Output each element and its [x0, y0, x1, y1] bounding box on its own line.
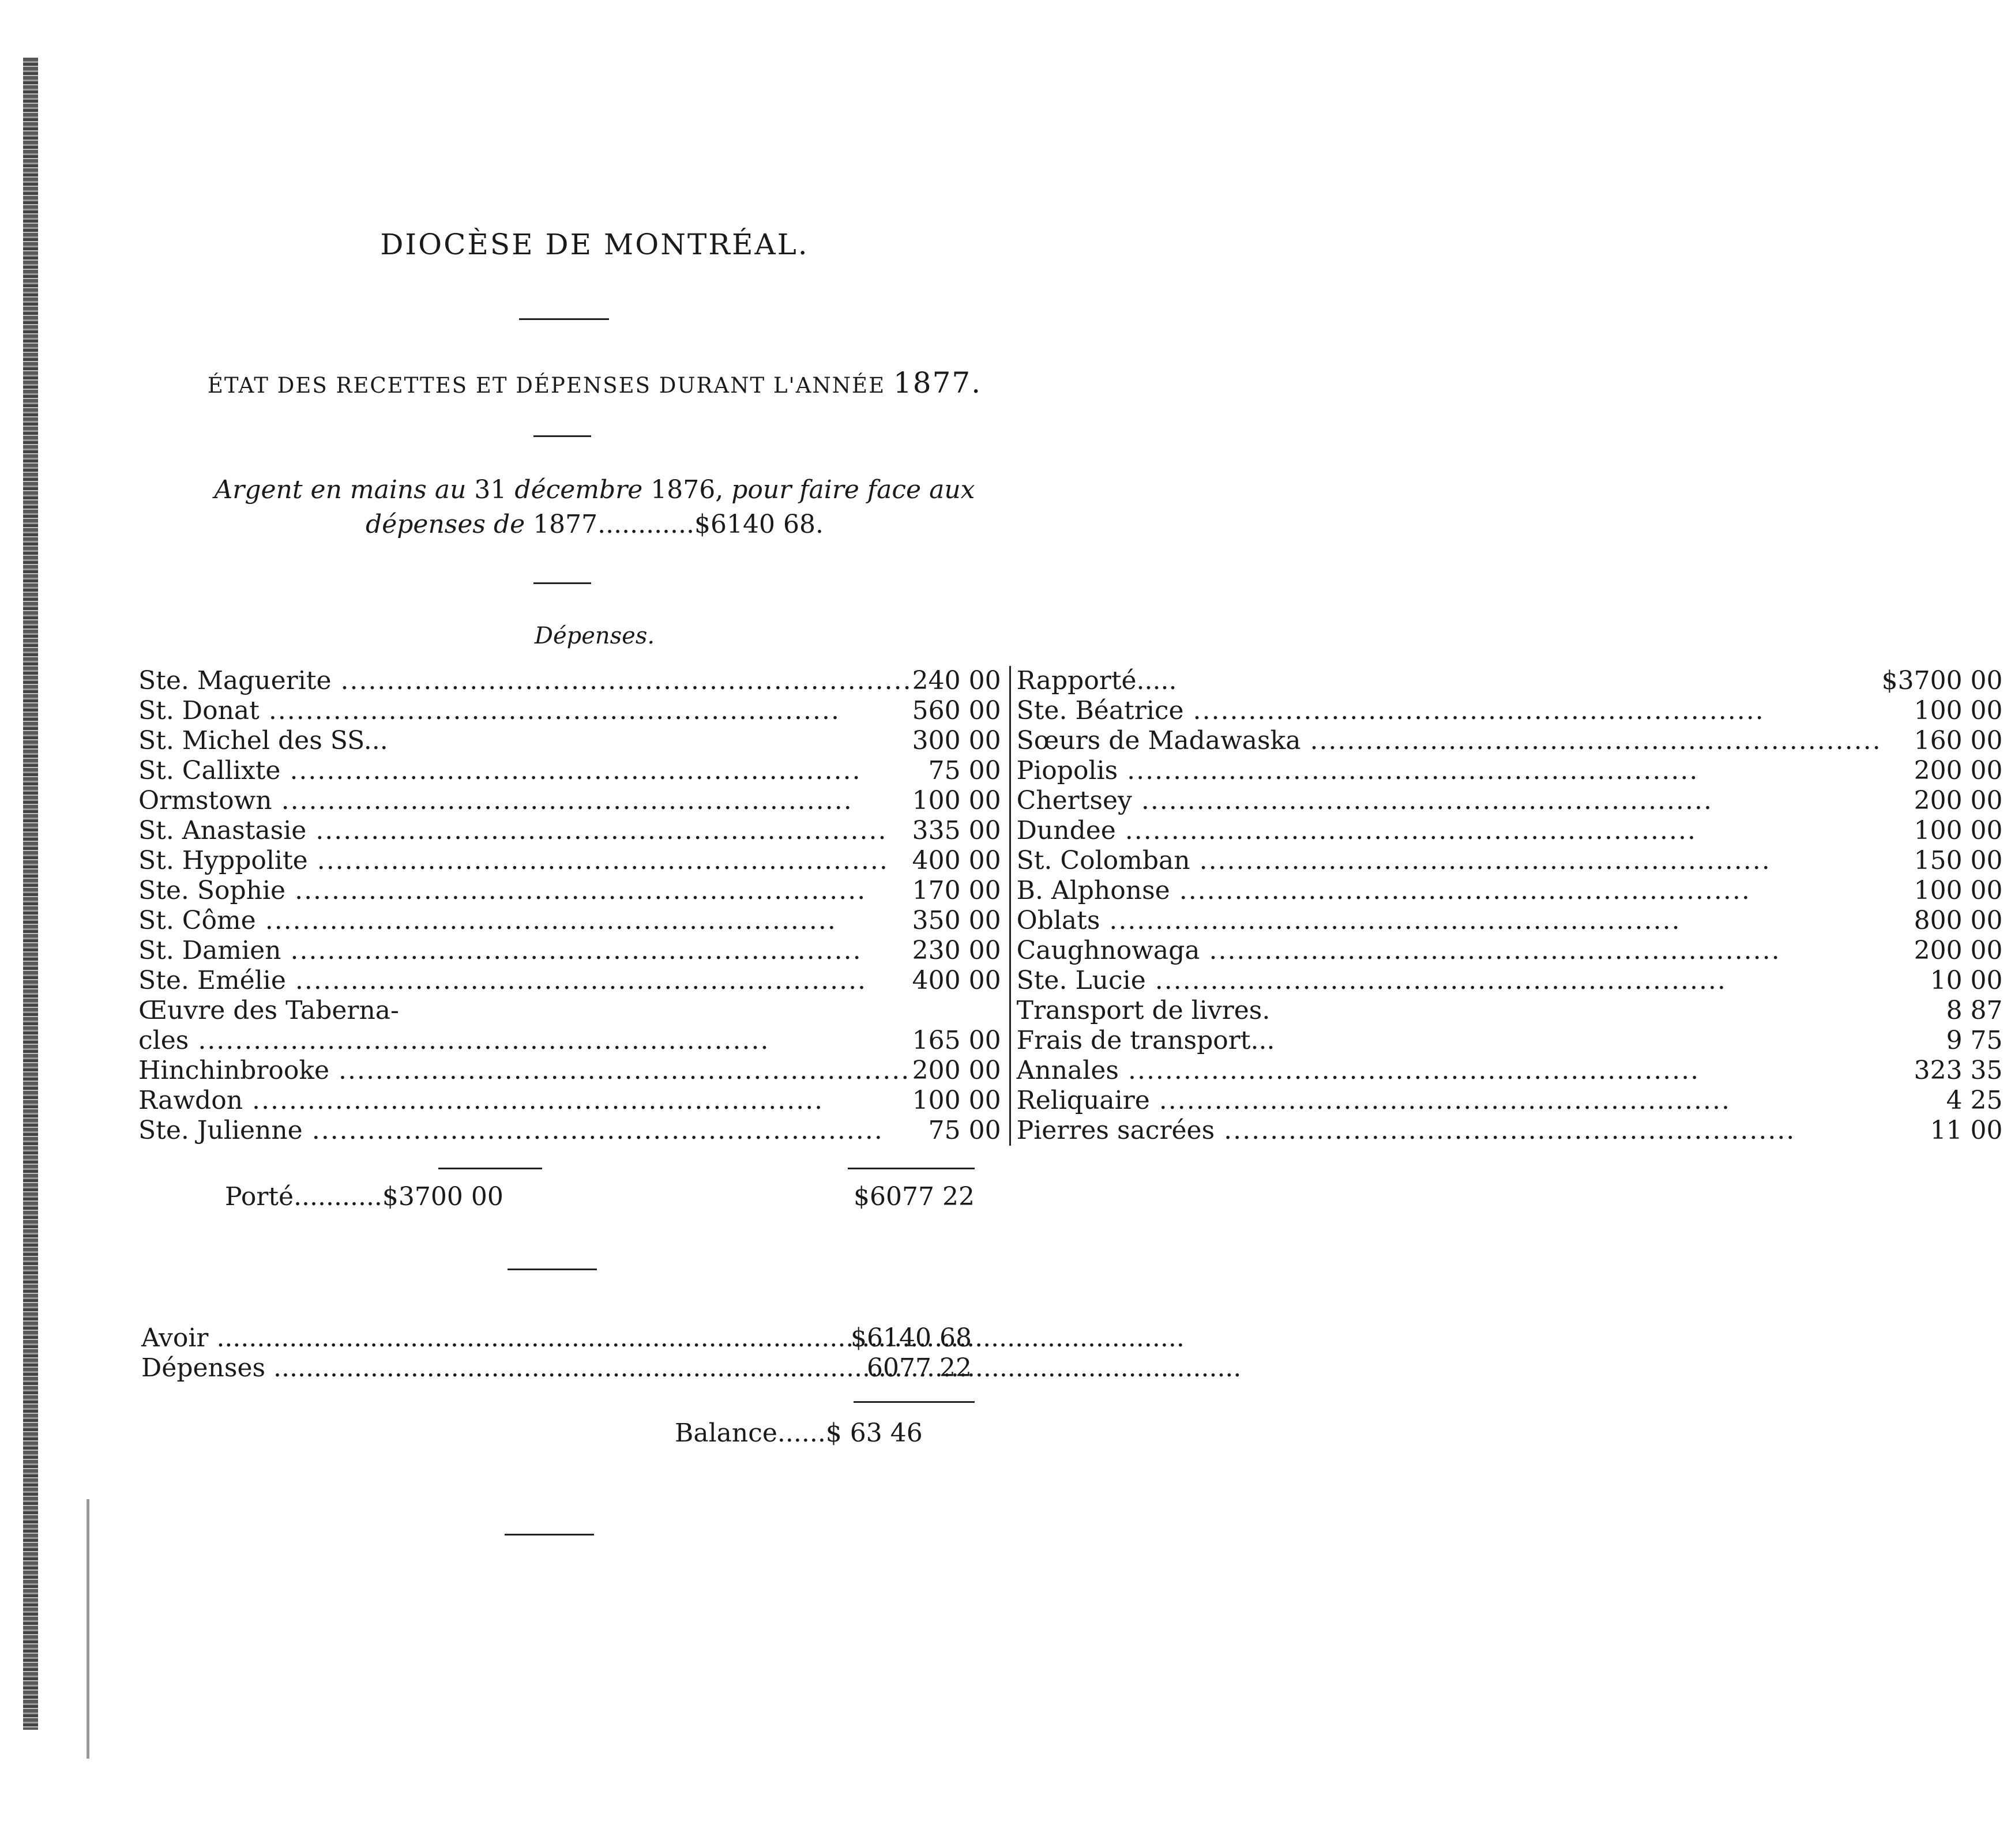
- depenses-label: Dépenses .....: [141, 1353, 842, 1383]
- table-row: [138, 876, 2011, 906]
- left-item-name: Ste. Julienne .....: [138, 1116, 912, 1146]
- left-item-name: Ste. Maguerite .....: [138, 666, 912, 696]
- left-item-amount: [912, 996, 1010, 1026]
- intro-text: dépenses de: [366, 510, 525, 539]
- table-row: [138, 696, 2011, 726]
- left-item-name: St. Callixte .....: [138, 756, 912, 786]
- left-item-amount: 170 00: [912, 876, 1010, 906]
- intro-year: 1876,: [651, 475, 724, 505]
- intro-amount: 1877............$6140 68.: [533, 510, 824, 539]
- right-item-name: Pierres sacrées .....: [1010, 1116, 1881, 1146]
- right-item-name: Oblats .....: [1010, 906, 1881, 936]
- left-item-amount: 240 00: [912, 666, 1010, 696]
- right-item-amount: 150 00: [1914, 846, 2003, 875]
- left-item-name: Rawdon .....: [138, 1086, 912, 1116]
- left-item-amount: 100 00: [912, 1086, 1010, 1116]
- right-item-name: Rapporté.....: [1016, 666, 1177, 695]
- right-item-name: Chertsey .....: [1010, 786, 1881, 816]
- right-item-name: Dundee .....: [1010, 816, 1881, 846]
- summary-depenses-row: [141, 1353, 975, 1383]
- table-row: [138, 906, 2011, 936]
- left-item-name: Œuvre des Taberna-: [138, 996, 399, 1025]
- divider-rule: [533, 582, 591, 584]
- right-item-amount: 800 00: [1914, 906, 2003, 935]
- left-item-amount: 75 00: [912, 756, 1010, 786]
- sum-rule-left: [438, 1168, 542, 1169]
- divider-rule: [533, 435, 591, 437]
- left-item-name: Ste. Emélie .....: [138, 966, 912, 996]
- left-item-amount: 560 00: [912, 696, 1010, 726]
- subtitle-text: ÉTAT DES RECETTES ET DÉPENSES DURANT L'ANNÉE: [207, 373, 886, 398]
- right-item-name: Frais de transport...: [1016, 1026, 1275, 1055]
- intro-day: 31: [474, 475, 507, 505]
- right-item-name: Sœurs de Madawaska .....: [1010, 726, 1881, 756]
- right-item-name: St. Colomban .....: [1010, 846, 1881, 876]
- right-item-amount: 200 00: [1914, 786, 2003, 815]
- table-row: [138, 1056, 2011, 1086]
- right-item-amount: 200 00: [1914, 936, 2003, 965]
- sum-rule-balance: [854, 1401, 975, 1403]
- left-item-amount: 100 00: [912, 786, 1010, 816]
- left-item-name: St. Damien .....: [138, 936, 912, 966]
- left-item-amount: 165 00: [912, 1026, 1010, 1056]
- page-subtitle: [0, 366, 1189, 400]
- balance-line: Balance......$ 63 46: [675, 1418, 923, 1448]
- intro-paragraph: [0, 473, 1189, 542]
- right-item-amount: 10 00: [1930, 966, 2003, 995]
- right-item-amount: 100 00: [1914, 876, 2003, 905]
- left-item-amount: 230 00: [912, 936, 1010, 966]
- table-row: [138, 1026, 2011, 1056]
- right-item-name: Reliquaire .....: [1010, 1086, 1881, 1116]
- divider-rule: [505, 1534, 594, 1535]
- subtitle-year: 1877.: [893, 366, 982, 400]
- right-item-name: Ste. Béatrice .....: [1010, 696, 1881, 726]
- intro-text: Argent en mains au: [214, 475, 467, 505]
- intro-month: décembre: [514, 475, 643, 505]
- table-row: [138, 846, 2011, 876]
- intro-line-1: [0, 473, 1189, 507]
- right-item-amount: 323 35: [1914, 1056, 2003, 1085]
- right-item-amount: 11 00: [1930, 1116, 2003, 1145]
- grand-total: $6077 22: [854, 1182, 975, 1211]
- section-title: Dépenses.: [534, 623, 655, 649]
- divider-rule: [508, 1269, 597, 1270]
- left-item-name: St. Côme .....: [138, 906, 912, 936]
- depenses-value: 6077 22: [867, 1353, 972, 1383]
- intro-line-2: [0, 507, 1189, 542]
- left-item-name: Ormstown .....: [138, 786, 912, 816]
- page-title: DIOCÈSE DE MONTRÉAL.: [380, 228, 809, 261]
- right-item-amount: 160 00: [1914, 726, 2003, 755]
- table-row: [138, 666, 2011, 696]
- right-item-amount: 200 00: [1914, 756, 2003, 785]
- table-row: [138, 1116, 2011, 1146]
- table-row: [138, 756, 2011, 786]
- left-item-amount: 350 00: [912, 906, 1010, 936]
- left-item-amount: 200 00: [912, 1056, 1010, 1086]
- right-item-name: Caughnowaga .....: [1010, 936, 1881, 966]
- right-item-amount: 4 25: [1946, 1086, 2003, 1115]
- table-row: [138, 936, 2011, 966]
- left-item-name: Hinchinbrooke .....: [138, 1056, 912, 1086]
- right-item-name: Transport de livres.: [1016, 996, 1270, 1025]
- left-item-name: St. Donat .....: [138, 696, 912, 726]
- right-item-name: B. Alphonse .....: [1010, 876, 1881, 906]
- left-item-amount: 75 00: [912, 1116, 1010, 1146]
- summary-avoir-row: [141, 1323, 975, 1353]
- left-item-amount: 400 00: [912, 846, 1010, 876]
- right-item-amount: 9 75: [1946, 1026, 2003, 1055]
- right-item-name: Annales .....: [1010, 1056, 1881, 1086]
- right-item-amount: 100 00: [1914, 816, 2003, 845]
- right-item-amount: 100 00: [1914, 696, 2003, 725]
- left-item-amount: 400 00: [912, 966, 1010, 996]
- right-item-amount: 8 87: [1946, 996, 2003, 1025]
- right-item-amount: $3700 00: [1881, 666, 2003, 695]
- right-item-name: Piopolis .....: [1010, 756, 1881, 786]
- left-item-amount: 335 00: [912, 816, 1010, 846]
- right-item-name: Ste. Lucie .....: [1010, 966, 1881, 996]
- book-spine-shadow: [23, 58, 38, 1730]
- intro-text-end: pour faire face aux: [731, 475, 975, 505]
- table-row: [138, 996, 2011, 1026]
- table-row: [138, 1086, 2011, 1116]
- left-item-name: Ste. Sophie .....: [138, 876, 912, 906]
- avoir-label: Avoir .....: [141, 1323, 842, 1353]
- left-item-amount: 300 00: [912, 726, 1010, 756]
- left-item-name: cles .....: [138, 1026, 912, 1056]
- left-item-name: St. Anastasie .....: [138, 816, 912, 846]
- avoir-value: $6140 68: [851, 1323, 972, 1353]
- expenses-table: [138, 666, 2011, 1146]
- table-row: [138, 786, 2011, 816]
- page-edge-mark: [87, 1499, 89, 1759]
- left-item-name: St. Hyppolite .....: [138, 846, 912, 876]
- divider-rule: [519, 318, 609, 320]
- sum-rule-right: [848, 1168, 975, 1169]
- table-row: [138, 966, 2011, 996]
- table-row: [138, 726, 2011, 756]
- table-row: [138, 816, 2011, 846]
- carried-total: Porté...........$3700 00: [225, 1182, 503, 1211]
- left-item-name: St. Michel des SS...: [138, 726, 388, 755]
